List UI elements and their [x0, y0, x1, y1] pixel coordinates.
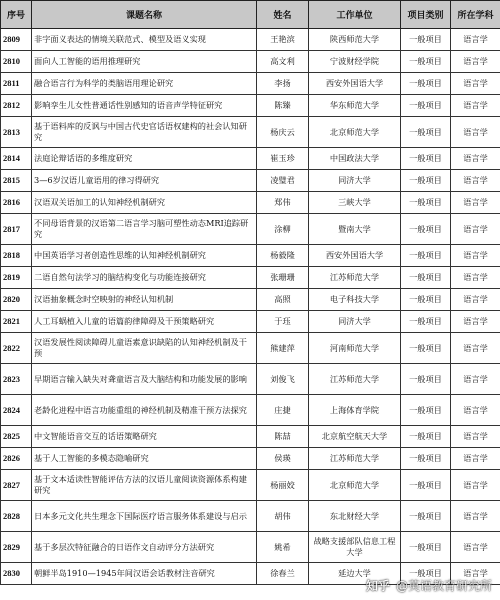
- cell-category: 一般项目: [401, 267, 451, 289]
- cell-subject: 语言学: [451, 95, 500, 117]
- cell-unit: 江苏师范大学: [309, 267, 401, 289]
- cell-title: 中文智能语音交互的话语策略研究: [32, 426, 257, 448]
- cell-id: 2826: [1, 448, 32, 470]
- cell-name: 徐春兰: [257, 563, 309, 585]
- cell-name: 杨庆云: [257, 117, 309, 148]
- table-header-row: [1, 1, 500, 29]
- cell-title: 日本多元文化共生理念下国际医疗语言服务体系建设与启示: [32, 501, 257, 532]
- cell-category: 一般项目: [401, 395, 451, 426]
- watermark: [366, 577, 492, 594]
- cell-unit: 延边大学: [309, 563, 401, 585]
- cell-name: 涂柳: [257, 214, 309, 245]
- cell-id: 2829: [1, 532, 32, 563]
- table-row: [1, 501, 500, 532]
- cell-category: 一般项目: [401, 289, 451, 311]
- cell-subject: 语言学: [451, 51, 500, 73]
- cell-title: 中国英语学习者创造性思维的认知神经机制研究: [32, 245, 257, 267]
- cell-id: 2813: [1, 117, 32, 148]
- cell-subject: 语言学: [451, 532, 500, 563]
- cell-category: 一般项目: [401, 73, 451, 95]
- cell-name: 胡伟: [257, 501, 309, 532]
- cell-title: 人工耳蜗植入儿童的语篇韵律障碍及干预策略研究: [32, 311, 257, 333]
- cell-subject: 语言学: [451, 470, 500, 501]
- cell-name: 高文利: [257, 51, 309, 73]
- cell-unit: 同济大学: [309, 170, 401, 192]
- header-name: 姓名: [257, 1, 309, 29]
- cell-name: 郑伟: [257, 192, 309, 214]
- table-row: [1, 29, 500, 51]
- cell-name: 刘俊飞: [257, 364, 309, 395]
- cell-subject: 语言学: [451, 333, 500, 364]
- table-row: [1, 117, 500, 148]
- cell-category: 一般项目: [401, 192, 451, 214]
- cell-title: 汉语双关语加工的认知神经机制研究: [32, 192, 257, 214]
- header-subject: 所在学科: [451, 1, 500, 29]
- cell-title: 基于多层次特征融合的日语作文自动评分方法研究: [32, 532, 257, 563]
- table-row: [1, 333, 500, 364]
- table-row: [1, 95, 500, 117]
- cell-name: 崔玉珍: [257, 148, 309, 170]
- cell-name: 侯瑛: [257, 448, 309, 470]
- cell-id: 2819: [1, 267, 32, 289]
- cell-id: 2820: [1, 289, 32, 311]
- cell-category: 一般项目: [401, 29, 451, 51]
- table-row: [1, 470, 500, 501]
- cell-category: 一般项目: [401, 532, 451, 563]
- cell-name: 陈臻: [257, 95, 309, 117]
- table-row: [1, 532, 500, 563]
- cell-title: 影响孪生儿女性普通话性别感知的语音声学特征研究: [32, 95, 257, 117]
- table-row: [1, 73, 500, 95]
- table-row: [1, 364, 500, 395]
- table-row: [1, 170, 500, 192]
- cell-title: 融合语言行为科学的类脑语用理论研究: [32, 73, 257, 95]
- cell-unit: 战略支援部队信息工程大学: [309, 532, 401, 563]
- cell-subject: 语言学: [451, 501, 500, 532]
- cell-category: 一般项目: [401, 448, 451, 470]
- cell-unit: 东北财经大学: [309, 501, 401, 532]
- cell-id: 2809: [1, 29, 32, 51]
- cell-id: 2822: [1, 333, 32, 364]
- cell-unit: 北京航空航天大学: [309, 426, 401, 448]
- table-row: [1, 214, 500, 245]
- cell-id: 2816: [1, 192, 32, 214]
- cell-title: 汉语抽象概念时空映射的神经认知机制: [32, 289, 257, 311]
- cell-subject: 语言学: [451, 73, 500, 95]
- table-row: [1, 245, 500, 267]
- table-row: [1, 289, 500, 311]
- cell-title: 汉语发展性阅读障碍儿童语素意识缺陷的认知神经机制及干预: [32, 333, 257, 364]
- cell-id: 2821: [1, 311, 32, 333]
- cell-id: 2811: [1, 73, 32, 95]
- cell-unit: 中国政法大学: [309, 148, 401, 170]
- cell-id: 2824: [1, 395, 32, 426]
- table-row: [1, 51, 500, 73]
- cell-category: 一般项目: [401, 148, 451, 170]
- cell-subject: 语言学: [451, 117, 500, 148]
- header-id: 序号: [1, 1, 32, 29]
- cell-id: 2815: [1, 170, 32, 192]
- cell-title: 基于人工智能的多模态隐喻研究: [32, 448, 257, 470]
- cell-subject: 语言学: [451, 214, 500, 245]
- cell-name: 张珊珊: [257, 267, 309, 289]
- cell-unit: 西安外国语大学: [309, 245, 401, 267]
- cell-name: 李扬: [257, 73, 309, 95]
- cell-category: 一般项目: [401, 563, 451, 585]
- zhihu-logo: 知乎: [365, 579, 390, 593]
- cell-category: 一般项目: [401, 426, 451, 448]
- cell-subject: 语言学: [451, 192, 500, 214]
- cell-name: 庄捷: [257, 395, 309, 426]
- cell-unit: 北京师范大学: [309, 117, 401, 148]
- cell-title: 老龄化进程中语言功能重组的神经机制及精准干预方法探究: [32, 395, 257, 426]
- cell-unit: 西安外国语大学: [309, 73, 401, 95]
- cell-title: 基于语料库的反讽与中国古代史官话语权建构的社会认知研究: [32, 117, 257, 148]
- cell-title: 面向人工智能的语用推理研究: [32, 51, 257, 73]
- cell-subject: 语言学: [451, 245, 500, 267]
- cell-subject: 语言学: [451, 148, 500, 170]
- cell-subject: 语言学: [451, 395, 500, 426]
- cell-title: 朝鲜半岛1910—1945年间汉语会话教材注音研究: [32, 563, 257, 585]
- cell-subject: 语言学: [451, 426, 500, 448]
- cell-unit: 宁波财经学院: [309, 51, 401, 73]
- cell-subject: 语言学: [451, 170, 500, 192]
- cell-title: 3—6岁汉语儿童语用的律习得研究: [32, 170, 257, 192]
- cell-unit: 同济大学: [309, 311, 401, 333]
- table-row: [1, 148, 500, 170]
- cell-title: 法庭论辩话语的多维度研究: [32, 148, 257, 170]
- cell-id: 2812: [1, 95, 32, 117]
- cell-name: 姚希: [257, 532, 309, 563]
- cell-subject: 语言学: [451, 364, 500, 395]
- cell-id: 2810: [1, 51, 32, 73]
- cell-id: 2825: [1, 426, 32, 448]
- cell-category: 一般项目: [401, 245, 451, 267]
- cell-unit: 三峡大学: [309, 192, 401, 214]
- cell-id: 2817: [1, 214, 32, 245]
- table-row: [1, 395, 500, 426]
- cell-name: 杨丽姣: [257, 470, 309, 501]
- cell-unit: 华东师范大学: [309, 95, 401, 117]
- cell-subject: 语言学: [451, 289, 500, 311]
- cell-category: 一般项目: [401, 364, 451, 395]
- cell-subject: 语言学: [451, 267, 500, 289]
- header-category: 项目类别: [401, 1, 451, 29]
- cell-unit: 河南师范大学: [309, 333, 401, 364]
- table-row: [1, 448, 500, 470]
- cell-unit: 暨南大学: [309, 214, 401, 245]
- header-unit: 工作单位: [309, 1, 401, 29]
- cell-name: 杨毅隆: [257, 245, 309, 267]
- cell-unit: 北京师范大学: [309, 470, 401, 501]
- cell-category: 一般项目: [401, 501, 451, 532]
- cell-id: 2830: [1, 563, 32, 585]
- cell-unit: 陕西师范大学: [309, 29, 401, 51]
- cell-id: 2828: [1, 501, 32, 532]
- cell-title: 早期语言输入缺失对聋童语言及大脑结构和功能发展的影响: [32, 364, 257, 395]
- cell-category: 一般项目: [401, 95, 451, 117]
- cell-title: 二语自然句法学习的脑结构变化与功能连接研究: [32, 267, 257, 289]
- cell-unit: 电子科技大学: [309, 289, 401, 311]
- cell-category: 一般项目: [401, 214, 451, 245]
- cell-subject: 语言学: [451, 448, 500, 470]
- cell-id: 2818: [1, 245, 32, 267]
- cell-subject: 语言学: [451, 311, 500, 333]
- cell-category: 一般项目: [401, 333, 451, 364]
- watermark-text: @英语教育研究所: [395, 579, 492, 593]
- cell-id: 2814: [1, 148, 32, 170]
- table-row: [1, 426, 500, 448]
- cell-subject: 语言学: [451, 29, 500, 51]
- cell-category: 一般项目: [401, 117, 451, 148]
- cell-name: 高照: [257, 289, 309, 311]
- cell-title: 不同母语背景的汉语第二语言学习脑可塑性动态MRI追踪研究: [32, 214, 257, 245]
- cell-name: 于珏: [257, 311, 309, 333]
- cell-unit: 江苏师范大学: [309, 448, 401, 470]
- cell-name: 陈喆: [257, 426, 309, 448]
- cell-id: 2827: [1, 470, 32, 501]
- cell-name: 凌璧君: [257, 170, 309, 192]
- cell-category: 一般项目: [401, 51, 451, 73]
- cell-name: 王艳滨: [257, 29, 309, 51]
- cell-title: 基于文本适读性智能评估方法的汉语儿童阅读资源体系构建研究: [32, 470, 257, 501]
- header-title: 课题名称: [32, 1, 257, 29]
- table-row: [1, 311, 500, 333]
- cell-title: 非字面义表达的情境关联范式、模型及语义实现: [32, 29, 257, 51]
- cell-unit: 上海体育学院: [309, 395, 401, 426]
- cell-unit: 江苏师范大学: [309, 364, 401, 395]
- cell-name: 熊建萍: [257, 333, 309, 364]
- cell-category: 一般项目: [401, 470, 451, 501]
- cell-category: 一般项目: [401, 311, 451, 333]
- table-row: [1, 192, 500, 214]
- cell-id: 2823: [1, 364, 32, 395]
- table-row: [1, 267, 500, 289]
- cell-subject: 语言学: [451, 563, 500, 585]
- cell-category: 一般项目: [401, 170, 451, 192]
